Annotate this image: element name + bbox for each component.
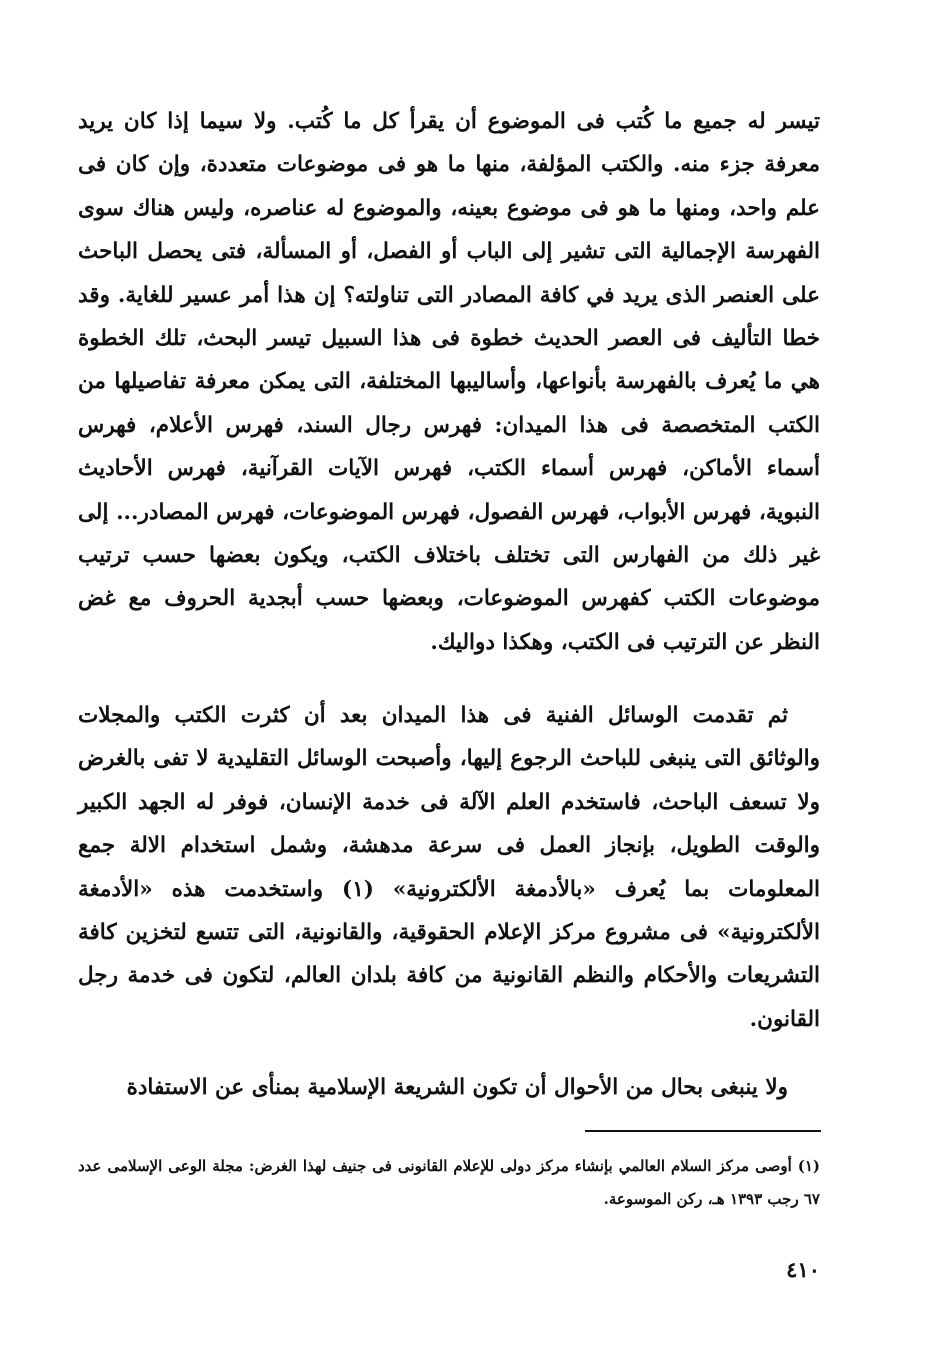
footnote: (١) أوصى مركز السلام العالمي بإنشاء مركز دولى للإعلام القانونى فى جنيف لهذا الغرض: مجلة الوعى الإسلامى عدد ٦٧ رجب ١٣٩٣ هـ، ركن الموسوعة. bbox=[78, 1157, 821, 1208]
paragraph-2: ثم تقدمت الوسائل الفنية فى هذا الميدان بعد أن كثرت الكتب والمجلات والوثائق التى ينبغى للباحث الرجوع إليها، وأصبحت الوسائل التقليدية لا تفى بالغرض ولا تسعف الباحث، فاستخدم العلم الآلة فى خدمة الإنسان، فوفر له الجهد الكبير والوقت الطويل، بإنجاز العمل فى سرعة مدهشة، وشمل استخدام الالة جمع المعلومات بما يُعرف «بالأدمغة الألكترونية» (١) واستخدمت هذه «الأدمغة الألكترونية» فى مشروع مركز الإعلام الحقوقية، والقانونية، التى تتسع لتخزين كافة التشريعات والأحكام والنظم القانونية من كافة بلدان العالم، لتكون فى خدمة رجل القانون. bbox=[78, 703, 820, 1032]
paragraph-3: ولا ينبغى بحال من الأحوال أن تكون الشريعة الإسلامية بمنأى عن الاستفادة bbox=[126, 1075, 788, 1100]
paragraph-1: تيسر له جميع ما كُتب فى الموضوع أن يقرأ كل ما كُتب. ولا سيما إذا كان يريد معرفة جزء منه. والكتب المؤلفة، منها ما هو فى موضوعات متعددة، وإن كان فى علم واحد، ومنها ما هو فى موضوع بعينه، والموضوع له عناصره، وليس هناك سوى الفهرسة الإجمالية التى تشير إلى الباب أو الفصل، أو المسألة، فتى يحصل الباحث على العنصر الذى يريد في كافة المصادر التى تناولته؟ إن هذا أمر عسير للغاية. وقد خطا التأليف فى العصر الحديث خطوة فى هذا السبيل تيسر البحث، تلك الخطوة هي ما يُعرف بالفهرسة بأنواعها، وأساليبها المختلفة، التى يمكن معرفة تفاصيلها من الكتب المتخصصة فى هذا الميدان: فهرس رجال السند، فهرس الأعلام، فهرس أسماء الأماكن، فهرس أسماء الكتب، فهرس الآيات القرآنية، فهرس الأحاديث النبوية، فهرس الأبواب، فهرس الفصول، فهرس الموضوعات، فهرس المصادر... إلى غير ذلك من الفهارس التى تختلف باختلاف الكتب، ويكون بعضها حسب ترتيب موضوعات الكتب كفهرس الموضوعات، وبعضها حسب أبجدية الحروف مع غض النظر عن الترتيب فى الكتب، وهكذا دواليك. bbox=[78, 109, 820, 655]
page-number: ٤١٠ bbox=[786, 1257, 820, 1282]
footnote-separator bbox=[585, 1130, 821, 1132]
